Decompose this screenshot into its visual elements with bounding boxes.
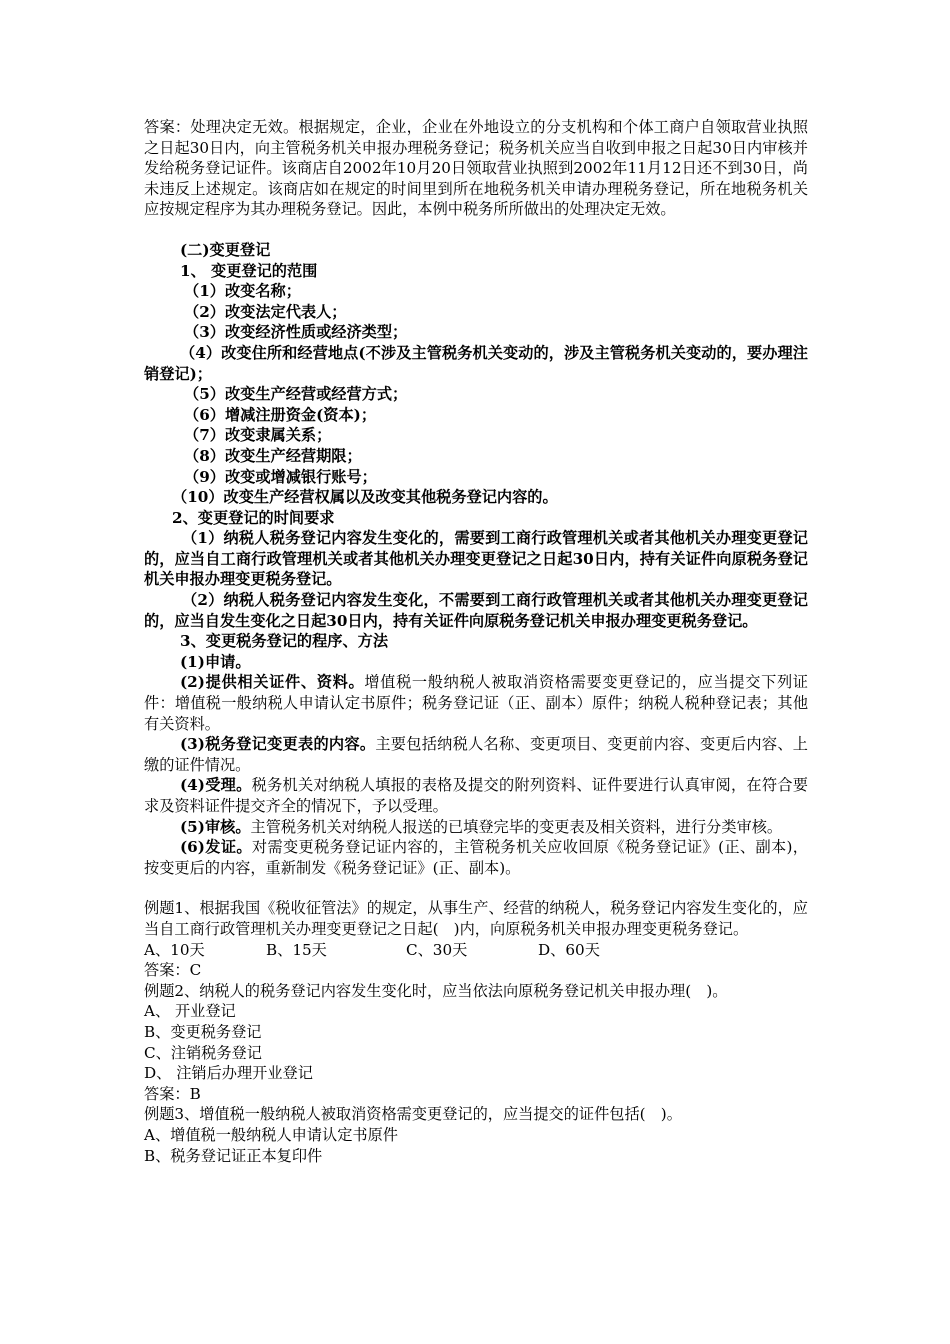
- scope-item: （10）改变生产经营权属以及改变其他税务登记内容的。: [172, 488, 558, 507]
- option: B、变更税务登记: [144, 1022, 262, 1041]
- procedure-item-text: 增值税一般纳税人被取消资格需要变更登记的，应当提交下列证件：增值税一般纳税人申请认定书原件；税务登记证（正、副本）原件；纳税人税种登记表；其他有关资料。: [144, 673, 808, 733]
- time-item: （1）纳税人税务登记内容发生变化的，需要到工商行政管理机关或者其他机关办理变更登记的，应当自工商行政管理机关或者其他机关办理变更登记之日起30日内，持有关证件向原税务登记机关申报办理变更税务登记。: [144, 529, 808, 589]
- scope-item: （3）改变经济性质或经济类型；: [184, 323, 408, 342]
- procedure-item-text: 主要包括纳税人名称、变更项目、变更前内容、变更后内容、上缴的证件情况。: [144, 735, 808, 774]
- option: D、60天: [538, 940, 600, 959]
- procedure-item-head: (3)税务登记变更表的内容。: [180, 735, 376, 754]
- option: A、 开业登记: [144, 1002, 236, 1021]
- time-item: （2）纳税人税务登记内容发生变化，不需要到工商行政管理机关或者其他机关办理变更登记的，应当自发生变化之日起30日内，持有关证件向原税务登记机关申报办理变更税务登记。: [144, 591, 808, 630]
- procedure-item-head: (2)提供相关证件、资料。: [180, 673, 365, 692]
- time-title: 2、变更登记的时间要求: [172, 508, 335, 527]
- procedure-item: [144, 652, 808, 673]
- scope-item: （7）改变隶属关系；: [184, 426, 332, 445]
- scope-item: （8）改变生产经营期限；: [184, 446, 362, 465]
- example-2-question: 例题2、纳税人的税务登记内容发生变化时，应当依法向原税务登记机关申报办理( )。: [144, 981, 728, 1000]
- procedure-item-head: (1)申请。: [180, 652, 251, 671]
- scope-title: 1、 变更登记的范围: [180, 261, 318, 280]
- option: A、增值税一般纳税人申请认定书原件: [144, 1125, 398, 1144]
- procedure-item: [144, 817, 808, 838]
- option: B、15天: [266, 940, 327, 959]
- option: D、 注销后办理开业登记: [144, 1064, 313, 1083]
- procedure-item: [144, 672, 808, 734]
- procedure-item-text: 对需变更税务登记证内容的，主管税务机关应收回原《税务登记证》(正、副本)，按变更后的内容，重新制发《税务登记证》(正、副本)。: [144, 838, 808, 877]
- procedure-item-text: 税务机关对纳税人填报的表格及提交的附列资料、证件要进行认真审阅，在符合要求及资料证件提交齐全的情况下，予以受理。: [144, 776, 808, 815]
- procedure-item: [144, 734, 808, 775]
- scope-item: （2）改变法定代表人；: [184, 302, 347, 321]
- example-1-options: [144, 940, 808, 961]
- scope-item: （9）改变或增减银行账号；: [184, 467, 377, 486]
- scope-item: （5）改变生产经营或经营方式；: [184, 385, 408, 404]
- document-page: [144, 117, 808, 1166]
- procedure-item-text: 主管税务机关对纳税人报送的已填登完毕的变更表及相关资料，进行分类审核。: [250, 817, 783, 836]
- section-title: (二)变更登记: [180, 240, 271, 259]
- procedure-item: [144, 775, 808, 816]
- option: A、10天: [144, 940, 205, 959]
- intro-answer: 答案：处理决定无效。根据规定，企业，企业在外地设立的分支机构和个体工商户自领取营业执照之日起30日内，向主管税务机关申报办理税务登记；税务机关应当自收到申报之日起30日内审核并发给税务登记证件。该商店自2002年10月20日领取营业执照到2002年11月12日还不到30日，尚未违反上述规定。该商店如在规定的时间里到所在地税务机关申请办理税务登记，所在地税务机关应按规定程序为其办理税务登记。因此，本例中税务所所做出的处理决定无效。: [144, 118, 808, 219]
- option: C、注销税务登记: [144, 1043, 262, 1062]
- procedure-item-head: (4)受理。: [180, 776, 252, 795]
- example-3-question: 例题3、增值税一般纳税人被取消资格需变更登记的，应当提交的证件包括( )。: [144, 1105, 682, 1124]
- option: C、30天: [406, 940, 468, 959]
- example-1-answer: 答案：C: [144, 961, 202, 980]
- example-1-question: 例题1、根据我国《税收征管法》的规定，从事生产、经营的纳税人，税务登记内容发生变化的，应当自工商行政管理机关办理变更登记之日起( )内，向原税务机关申报办理变更税务登记。: [144, 899, 808, 938]
- scope-item: （4）改变住所和经营地点(不涉及主管税务机关变动的，涉及主管税务机关变动的，要办理注销登记)；: [144, 343, 808, 383]
- procedure-item-head: (5)审核。: [180, 817, 251, 836]
- example-2-answer: 答案：B: [144, 1084, 201, 1103]
- procedure-title: 3、变更税务登记的程序、方法: [180, 632, 389, 651]
- scope-item: （6）增减注册资金(资本)；: [184, 405, 377, 424]
- procedure-item-head: (6)发证。: [180, 838, 252, 857]
- option: B、税务登记证正本复印件: [144, 1146, 323, 1165]
- procedure-item: [144, 837, 808, 878]
- scope-item: （1）改变名称；: [184, 282, 301, 301]
